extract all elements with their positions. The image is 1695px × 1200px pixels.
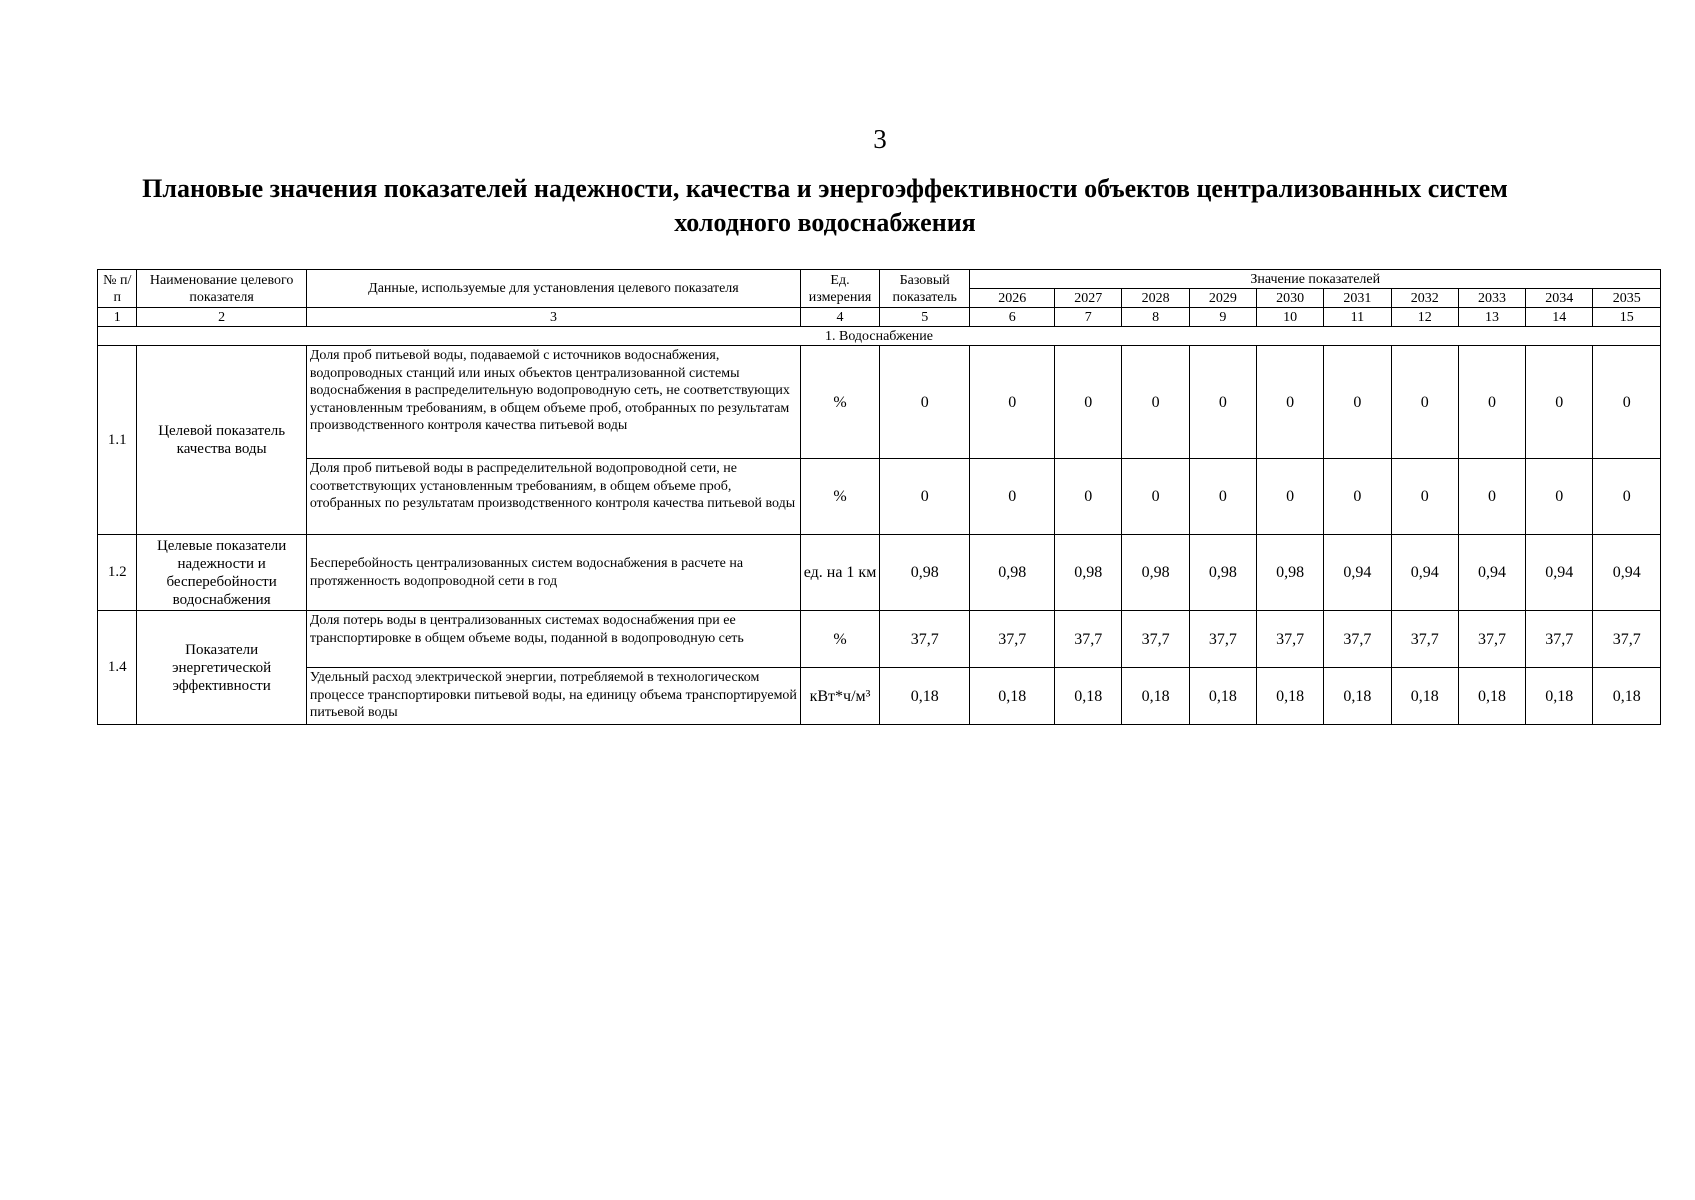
- base-value: 0: [879, 346, 969, 459]
- row-number: 1.4: [98, 611, 137, 725]
- document-title-line-2: холодного водоснабжения: [674, 208, 976, 237]
- indicator-description: Удельный расход электрической энергии, потребляемой в технологическом процессе транспортировки питьевой воды, на единицу объема транспортируемой питьевой воды: [306, 668, 800, 725]
- header-data: Данные, используемые для установления целевого показателя: [306, 270, 800, 308]
- header-year: 2034: [1526, 289, 1593, 308]
- column-number: 15: [1593, 308, 1661, 327]
- year-value: 0: [1055, 459, 1122, 535]
- year-value: 37,7: [1593, 611, 1661, 668]
- year-value: 0: [1458, 459, 1525, 535]
- column-number: 14: [1526, 308, 1593, 327]
- section-row: [98, 327, 1661, 346]
- column-number: 2: [137, 308, 306, 327]
- year-value: 0: [1593, 346, 1661, 459]
- indicator-name: Целевые показатели надежности и бесперебойности водоснабжения: [137, 535, 306, 611]
- header-name: Наименование целевого показателя: [137, 270, 306, 308]
- column-number: 8: [1122, 308, 1189, 327]
- year-value: 0,18: [1526, 668, 1593, 725]
- document-title: [120, 172, 1530, 240]
- year-value: 0,18: [1122, 668, 1189, 725]
- column-number: 12: [1391, 308, 1458, 327]
- year-value: 37,7: [1324, 611, 1391, 668]
- year-value: 0: [1526, 459, 1593, 535]
- year-value: 0,18: [970, 668, 1055, 725]
- table-row: [98, 535, 1661, 611]
- indicator-description: Доля потерь воды в централизованных системах водоснабжения при ее транспортировке в общем объеме воды, поданной в водопроводную сеть: [306, 611, 800, 668]
- base-value: 0,18: [879, 668, 969, 725]
- base-value: 0,98: [879, 535, 969, 611]
- year-value: 0: [970, 459, 1055, 535]
- header-base: Базовый показатель: [879, 270, 969, 308]
- year-value: 0,94: [1324, 535, 1391, 611]
- year-value: 0,98: [1256, 535, 1323, 611]
- column-number: 13: [1458, 308, 1525, 327]
- year-value: 0: [1391, 346, 1458, 459]
- header-row-1: [98, 270, 1661, 289]
- base-value: 0: [879, 459, 969, 535]
- year-value: 0: [1122, 346, 1189, 459]
- year-value: 0: [1256, 459, 1323, 535]
- indicator-name: Целевой показатель качества воды: [137, 346, 306, 535]
- year-value: 0: [1593, 459, 1661, 535]
- unit-cell: %: [801, 459, 880, 535]
- header-year: 2030: [1256, 289, 1323, 308]
- page-number: 3: [873, 124, 887, 154]
- year-value: 37,7: [1256, 611, 1323, 668]
- year-value: 0,18: [1324, 668, 1391, 725]
- year-value: 37,7: [1391, 611, 1458, 668]
- header-year: 2035: [1593, 289, 1661, 308]
- year-value: 0,98: [1122, 535, 1189, 611]
- indicator-description: Бесперебойность централизованных систем водоснабжения в расчете на протяженность водопроводной сети в год: [306, 535, 800, 611]
- year-value: 37,7: [1122, 611, 1189, 668]
- year-value: 0,94: [1526, 535, 1593, 611]
- unit-cell: ед. на 1 км: [801, 535, 880, 611]
- header-year: 2033: [1458, 289, 1525, 308]
- unit-cell: %: [801, 611, 880, 668]
- column-number: 10: [1256, 308, 1323, 327]
- year-value: 0: [1055, 346, 1122, 459]
- header-year: 2027: [1055, 289, 1122, 308]
- year-value: 0: [1324, 459, 1391, 535]
- base-value: 37,7: [879, 611, 969, 668]
- year-value: 0,98: [1189, 535, 1256, 611]
- year-value: 0,18: [1256, 668, 1323, 725]
- year-value: 0: [1189, 346, 1256, 459]
- year-value: 0: [1458, 346, 1525, 459]
- section-title: 1. Водоснабжение: [98, 327, 1661, 346]
- header-year: 2026: [970, 289, 1055, 308]
- header-unit: Ед. измерения: [801, 270, 880, 308]
- column-numbers-row: [98, 308, 1661, 327]
- row-number: 1.2: [98, 535, 137, 611]
- year-value: 0: [1256, 346, 1323, 459]
- header-year: 2032: [1391, 289, 1458, 308]
- year-value: 37,7: [970, 611, 1055, 668]
- column-number: 11: [1324, 308, 1391, 327]
- header-values: Значение показателей: [970, 270, 1661, 289]
- header-year: 2029: [1189, 289, 1256, 308]
- year-value: 0,18: [1189, 668, 1256, 725]
- indicator-description: Доля проб питьевой воды, подаваемой с источников водоснабжения, водопроводных станций или иных объектов централизованной системы водоснабжения в распределительную водопроводную сеть, не соответствующих установленным требованиям, в общем объеме проб, отобранных по результатам производственного контроля качества питьевой воды: [306, 346, 800, 459]
- year-value: 0,18: [1391, 668, 1458, 725]
- year-value: 0,18: [1055, 668, 1122, 725]
- year-value: 0,18: [1458, 668, 1525, 725]
- year-value: 0,98: [1055, 535, 1122, 611]
- column-number: 5: [879, 308, 969, 327]
- year-value: 0: [1324, 346, 1391, 459]
- year-value: 0,18: [1593, 668, 1661, 725]
- year-value: 0: [970, 346, 1055, 459]
- column-number: 3: [306, 308, 800, 327]
- year-value: 0,98: [970, 535, 1055, 611]
- table-row: [98, 346, 1661, 459]
- indicator-description: Доля проб питьевой воды в распределительной водопроводной сети, не соответствующих установленным требованиям, в общем объеме проб, отобранных по результатам производственного контроля качества питьевой воды: [306, 459, 800, 535]
- year-value: 37,7: [1458, 611, 1525, 668]
- header-no: № п/п: [98, 270, 137, 308]
- table-row: [98, 459, 1661, 535]
- year-value: 0,94: [1458, 535, 1525, 611]
- column-number: 4: [801, 308, 880, 327]
- column-number: 9: [1189, 308, 1256, 327]
- year-value: 0,94: [1391, 535, 1458, 611]
- year-value: 0: [1189, 459, 1256, 535]
- column-number: 6: [970, 308, 1055, 327]
- year-value: 37,7: [1055, 611, 1122, 668]
- unit-cell: %: [801, 346, 880, 459]
- year-value: 0: [1526, 346, 1593, 459]
- row-number: 1.1: [98, 346, 137, 535]
- column-number: 1: [98, 308, 137, 327]
- table-row: [98, 668, 1661, 725]
- column-number: 7: [1055, 308, 1122, 327]
- year-value: 37,7: [1526, 611, 1593, 668]
- year-value: 0: [1122, 459, 1189, 535]
- indicator-name: Показатели энергетической эффективности: [137, 611, 306, 725]
- indicators-table: [97, 269, 1661, 725]
- year-value: 37,7: [1189, 611, 1256, 668]
- year-value: 0,94: [1593, 535, 1661, 611]
- header-year: 2031: [1324, 289, 1391, 308]
- unit-cell: кВт*ч/м³: [801, 668, 880, 725]
- year-value: 0: [1391, 459, 1458, 535]
- document-title-line-1: Плановые значения показателей надежности, качества и энергоэффективности объектов централизованных систем: [142, 174, 1508, 203]
- header-year: 2028: [1122, 289, 1189, 308]
- table-row: [98, 611, 1661, 668]
